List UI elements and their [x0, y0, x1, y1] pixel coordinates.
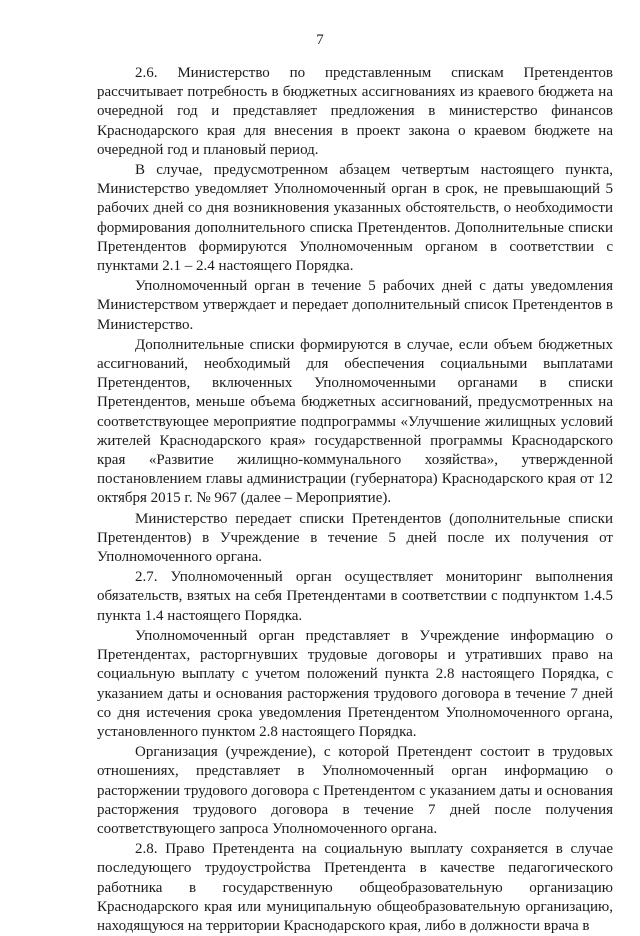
- paragraph-information: Уполномоченный орган представляет в Учреждение информацию о Претендентах, расторгнувших трудовые договоры и утративших право на социальную выплату с учетом положений пункта 2.8 настоящего Порядка, с указанием даты и основания расторжения трудового договора в течение 7 дней со дня истечения срока уведомления Претендентом Уполномоченного органа, установленного пунктом 2.8 настоящего Порядка.: [97, 627, 613, 740]
- paragraph-2-8: 2.8. Право Претендента на социальную выплату сохраняется в случае последующего трудоустройства Претендента в качестве педагогического работника в государственную общеобразовательную организацию Краснодарского края или муниципальную общеобразовательную организацию, находящуюся на территории Краснодарского края, либо в должности врача в: [97, 841, 613, 934]
- document-body: [97, 64, 613, 936]
- paragraph-approval: Уполномоченный орган в течение 5 рабочих дней с даты уведомления Министерством утверждает и передает дополнительный список Претендентов в Министерство.: [97, 278, 613, 333]
- paragraph-2-7: 2.7. Уполномоченный орган осуществляет мониторинг выполнения обязательств, взятых на себя Претендентами в соответствии с подпунктом 1.4.5 пункта 1.4 настоящего Порядка.: [97, 569, 613, 624]
- page-number: 7: [316, 32, 324, 48]
- paragraph-organization: Организация (учреждение), с которой Претендент состоит в трудовых отношениях, представляет в Уполномоченный орган информацию о расторжении трудового договора с Претендентом с указанием даты и основания расторжения трудового договора в течение 7 дней после получения соответствующего запроса Уполномоченного органа.: [97, 744, 613, 837]
- paragraph-2-6: 2.6. Министерство по представленным спискам Претендентов рассчитывает потребность в бюджетных ассигнованиях из краевого бюджета на очередной год и представляет предложения в министерство финансов Краснодарского края для внесения в проект закона о краевом бюджете на очередной год и плановый период.: [97, 65, 613, 158]
- paragraph-additional-lists: Дополнительные списки формируются в случае, если объем бюджетных ассигнований, необходимый для обеспечения социальными выплатами Претендентов, включенных Уполномоченными органами в списки Претендентов, меньше объема бюджетных ассигнований, предусмотренных на соответствующее мероприятие подпрограммы «Улучшение жилищных условий жителей Краснодарского края» государственной программы Краснодарского края «Развитие жилищно-коммунального хозяйства», утвержденной постановлением главы администрации (губернатора) Краснодарского края от 12 октября 2015 г. № 967 (далее – Мероприятие).: [97, 336, 613, 507]
- paragraph-transfer: Министерство передает списки Претендентов (дополнительные списки Претендентов) в Учреждение в течение 5 дней после их получения от Уполномоченного органа.: [97, 510, 613, 566]
- paragraph-notification: В случае, предусмотренном абзацем четвертым настоящего пункта, Министерство уведомляет Уполномоченный орган в срок, не превышающий 5 рабочих дней со дня возникновения указанных обстоятельств, о необходимости формирования дополнительного списка Претендентов. Дополнительные списки Претендентов формируются Уполномоченным органом в соответствии с пунктами 2.1 – 2.4 настоящего Порядка.: [97, 162, 613, 275]
